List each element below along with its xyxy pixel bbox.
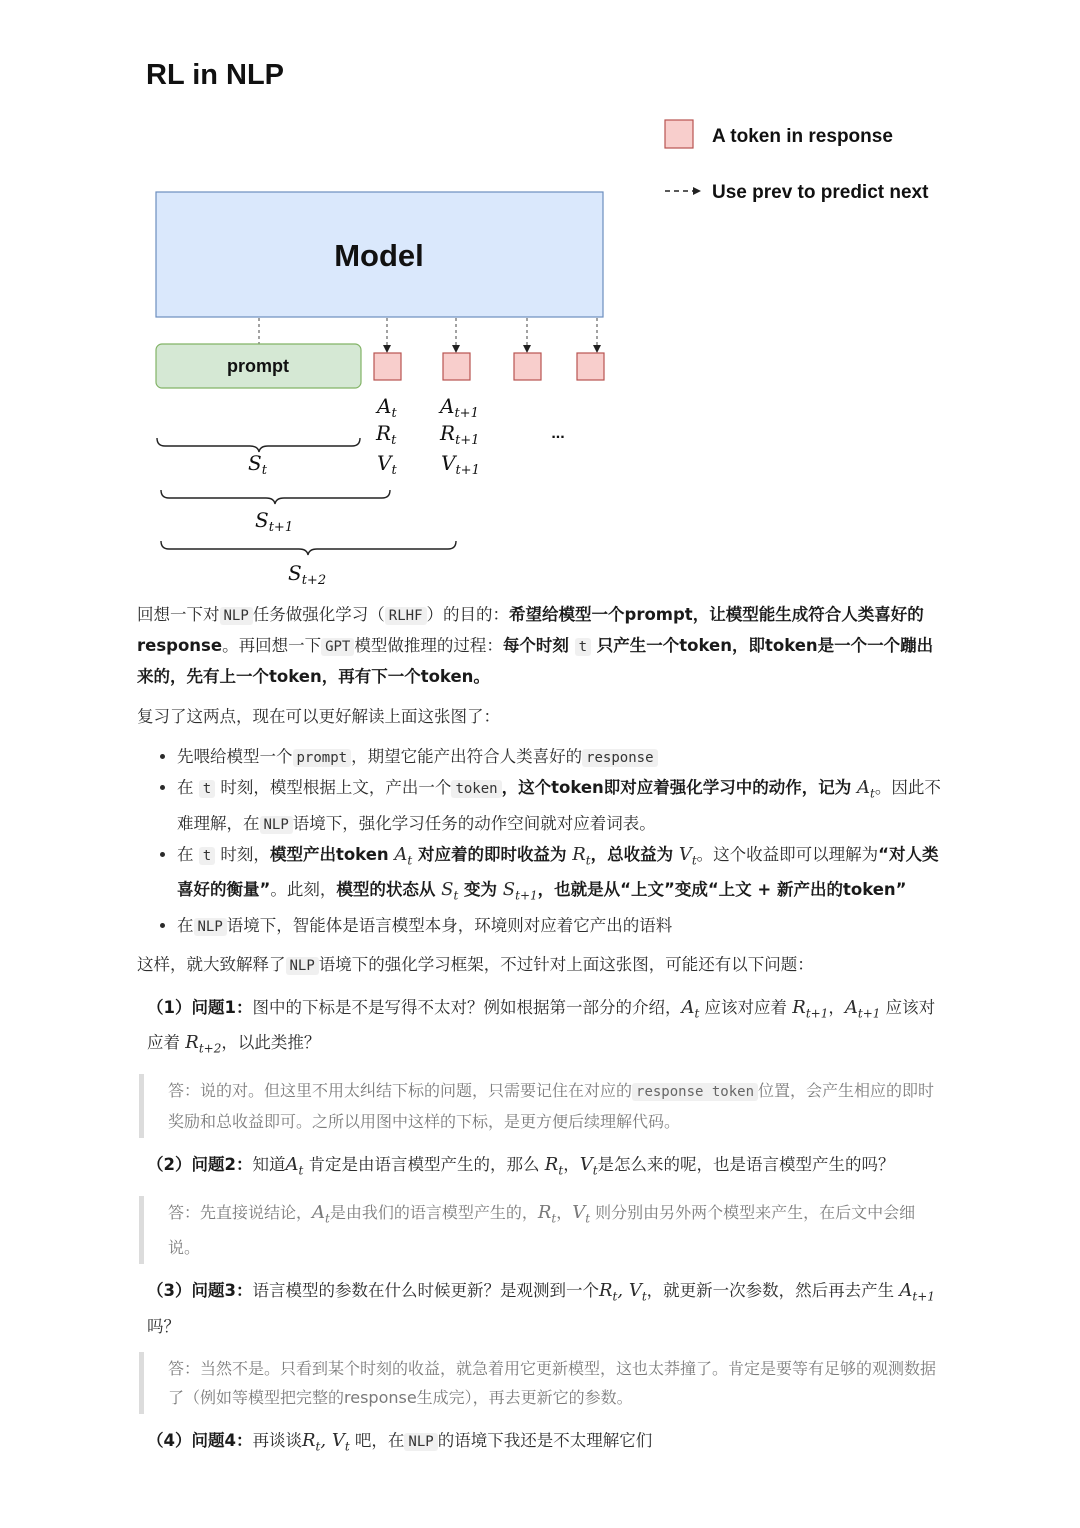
question-4: （4）问题4：再谈谈$R_t$, $V_t$ 吧，在 NLP 的语境下我还是不太理解它们 [147, 1429, 653, 1454]
question-3: （3）问题3：语言模型的参数在什么时候更新？是观测到一个$R_t$, $V_t$，就更新一次参数，然后再去产生 $A_{t+1}$ 吗？ [147, 1280, 935, 1336]
legend-token-swatch [665, 120, 693, 148]
legend-token-label: A token in response [712, 126, 893, 147]
brace-s-t [157, 438, 360, 452]
inline-code: NLP [220, 607, 253, 625]
rl-in-nlp-diagram [0, 0, 1080, 600]
label-r-t1: $R_{t+1}$ [440, 421, 480, 448]
inline-code: t [575, 638, 591, 656]
figure-title: RL in NLP [146, 59, 285, 91]
inline-code: RLHF [385, 607, 427, 625]
list-item: • 在 t 时刻，模型产出token $A_t$ 对应着的即时收益为 $R_t$，总收益为 $V_t$。这个收益即可以理解为“对人类喜好的衡量”。此刻，模型的状态从 $S_t$ 变为 $S_{t+1}$，也就是从“上文”变成“上文 + 新产出的token” [177, 840, 945, 911]
ellipsis: ... [551, 425, 565, 442]
article-body [137, 600, 945, 1471]
model-label: Model [334, 238, 424, 273]
label-a-t: $A_t$ [377, 394, 397, 421]
answer-3-quote: 答：当然不是。只看到某个时刻的收益，就急着用它更新模型，这也太莽撞了。肯定是要等有足够的观测数据了（例如等模型把完整的response生成完），再去更新它的参数。 [139, 1352, 945, 1414]
intro-paragraph: 回想一下对 NLP 任务做强化学习（ RLHF ）的目的：希望给模型一个prompt，让模型能生成符合人类喜好的response。再回想一下 GPT 模型做推理的过程：每个时刻 t 只产生一个token，即token是一个一个蹦出来的，先有上一个token，再有下一个token。 [137, 605, 934, 686]
response-token [514, 353, 541, 380]
list-item: • 在 t 时刻，模型根据上文，产出一个 token ，这个token即对应着强化学习中的动作，记为 $A_t$。因此不难理解，在 NLP 语境下，强化学习任务的动作空间就对应着词表。 [177, 773, 945, 840]
brace-s-t1 [161, 490, 390, 504]
response-token [374, 353, 401, 380]
label-v-t: $V_t$ [377, 451, 397, 478]
label-s-t2: $S_{t+2}$ [288, 561, 327, 588]
answer-1-quote: 答：说的对。但这里不用太纠结下标的问题，只需要记住在对应的 response token 位置，会产生相应的即时奖励和总收益即可。之所以用图中这样的下标，是更方便后续理解代码。 [139, 1074, 945, 1138]
label-s-t1: $S_{t+1}$ [255, 508, 294, 535]
explanation-list [137, 742, 945, 942]
label-s-t: $S_t$ [248, 451, 267, 478]
legend-arrow-label: Use prev to predict next [712, 182, 929, 203]
list-item: • 先喂给模型一个 prompt ，期望它能产出符合人类喜好的 response [177, 742, 945, 773]
label-r-t: $R_t$ [376, 421, 397, 448]
answer-2-quote: 答：先直接说结论，$A_t$是由我们的语言模型产生的，$R_t$，$V_t$ 则分别由另外两个模型来产生，在后文中会细说。 [139, 1196, 945, 1265]
question-1: （1）问题1：图中的下标是不是写得不太对？例如根据第一部分的介绍，$A_t$ 应该对应着 $R_{t+1}$，$A_{t+1}$ 应该对应着 $R_{t+2}$，以此类推？ [147, 996, 936, 1056]
list-item: • 在 NLP 语境下，智能体是语言模型本身，环境则对应着它产出的语料 [177, 911, 945, 942]
review-paragraph: 复习了这两点，现在可以更好解读上面这张图了： [137, 707, 500, 726]
prompt-label: prompt [227, 356, 289, 376]
question-2: （2）问题2：知道$A_t$ 肯定是由语言模型产生的，那么 $R_t$，$V_t$是怎么来的呢，也是语言模型产生的吗？ [147, 1153, 895, 1178]
brace-s-t2 [161, 541, 456, 555]
inline-code: GPT [321, 638, 354, 656]
framework-paragraph: 这样，就大致解释了 NLP 语境下的强化学习框架，不过针对上面这张图，可能还有以下问题： [137, 954, 814, 974]
label-v-t1: $V_{t+1}$ [441, 451, 480, 478]
response-token [443, 353, 470, 380]
label-a-t1: $A_{t+1}$ [440, 394, 479, 421]
response-token [577, 353, 604, 380]
